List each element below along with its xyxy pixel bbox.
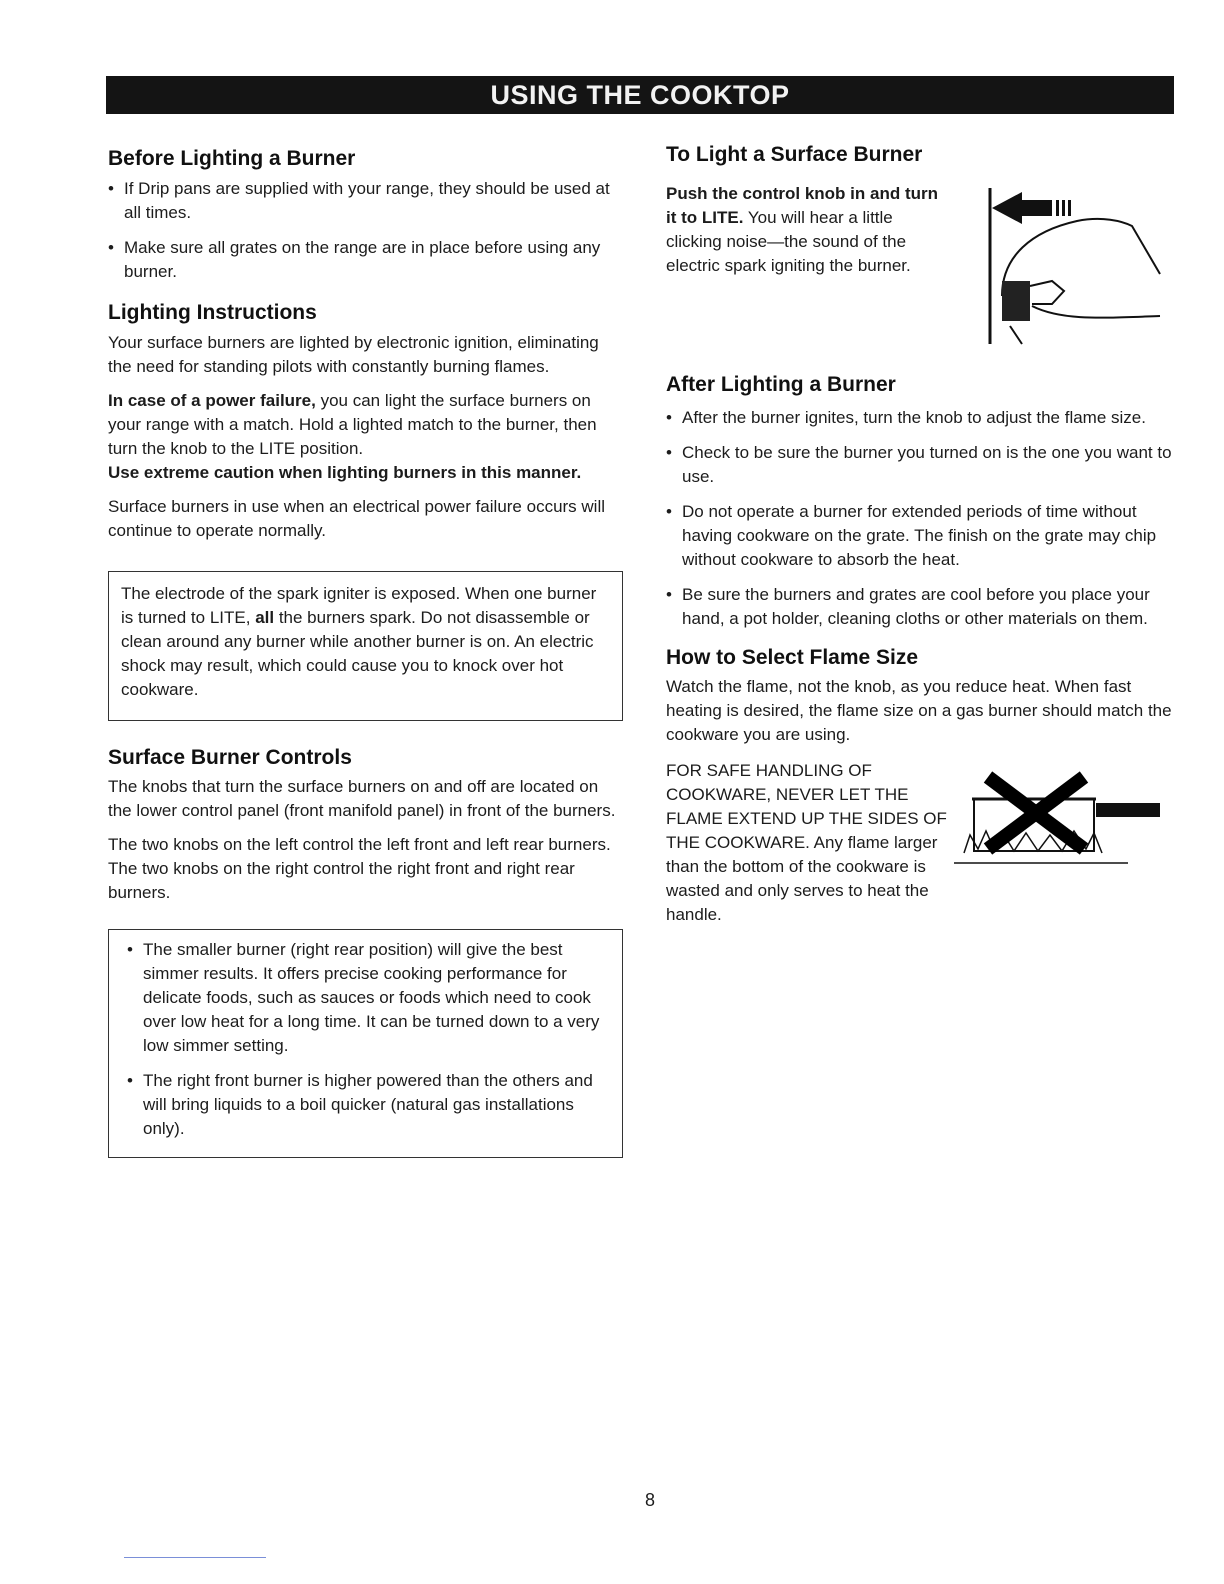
flame-size-section [666, 759, 1176, 927]
normal-operation-text: Surface burners in use when an electrical power failure occurs will continue to operate normally. [108, 497, 606, 540]
to-light-lead: Push the control knob in and turn it to LITE. [666, 184, 938, 227]
oversized-flame-illustration [954, 763, 1166, 873]
flame-size-body: Any flame larger than the bottom of the cookware is wasted and only serves to heat the handle. [666, 833, 938, 924]
lighting-intro: Your surface burners are lighted by electronic ignition, eliminating the need for standing pilots with constantly burning flames. [108, 333, 599, 376]
to-light-text [666, 182, 951, 278]
to-light-body: You will hear a little clicking noise—the sound of the electric spark igniting the burner. [666, 208, 911, 275]
note-list [121, 938, 612, 1141]
surface-controls-p2: The two knobs on the left control the left front and left rear burners. The two knobs on the right control the right front and right rear burners. [108, 835, 611, 902]
flame-size-caps: FOR SAFE HANDLING OF COOKWARE, NEVER LET THE FLAME EXTEND UP THE SIDES OF THE COOKWARE. [666, 761, 947, 852]
list-item: • The smaller burner (right rear position) will give the best simmer results. It offers precise cooking performance for delicate foods, such as sauces or foods which need to cook over low heat for a long time. It can be turned down to a very low simmer setting. [127, 938, 612, 1058]
knob-push-turn-illustration [982, 186, 1162, 346]
right-column [666, 142, 1176, 927]
list-item: • Be sure the burners and grates are cool before you place your hand, a pot holder, cleaning cloths or other materials on them. [666, 583, 1176, 631]
lighting-instructions-heading: Lighting Instructions [108, 301, 317, 324]
warning-text-bold: all [255, 608, 275, 627]
before-lighting-list [108, 177, 623, 284]
power-failure-lead: In case of a power failure, [108, 391, 316, 410]
after-lighting-list [666, 406, 1176, 631]
before-lighting-heading: Before Lighting a Burner [108, 147, 356, 170]
section-banner [106, 76, 1174, 114]
flame-size-heading: How to Select Flame Size [666, 646, 919, 669]
list-item: • After the burner ignites, turn the knob to adjust the flame size. [666, 406, 1176, 430]
power-failure-caution: Use extreme caution when lighting burners in this manner. [108, 463, 582, 482]
after-lighting-heading: After Lighting a Burner [666, 373, 896, 396]
note-box [108, 929, 623, 1158]
section-title: USING THE COOKTOP [490, 80, 790, 110]
to-light-section [666, 182, 1176, 350]
list-item: • The right front burner is higher powered than the others and will bring liquids to a boil quicker (natural gas installations only). [127, 1069, 612, 1141]
power-failure-paragraph [108, 389, 623, 461]
warning-text-b: the burners spark. Do not disassemble or clean around any burner while another burner is on. An electric shock may result, which could cause you to knock over hot cookware. [121, 608, 594, 699]
warning-box [108, 571, 623, 721]
page-number: 8 [644, 1490, 655, 1510]
surface-controls-p1: The knobs that turn the surface burners on and off are located on the lower control panel (front manifold panel) in front of the burners. [108, 777, 616, 820]
bottom-rule [124, 1557, 266, 1558]
list-item: • Do not operate a burner for extended periods of time without having cookware on the grate. The finish on the grate may chip without cookware to absorb the heat. [666, 500, 1176, 572]
list-item: • If Drip pans are supplied with your range, they should be used at all times. [108, 177, 623, 225]
to-light-heading: To Light a Surface Burner [666, 143, 923, 166]
list-item: • Make sure all grates on the range are in place before using any burner. [108, 236, 623, 284]
flame-size-text [666, 759, 951, 927]
flame-size-intro: Watch the flame, not the knob, as you reduce heat. When fast heating is desired, the flame size on a gas burner should match the cookware you are using. [666, 677, 1172, 744]
power-failure-text: you can light the surface burners on your range with a match. Hold a lighted match to the burner, then turn the knob to the LITE position. [108, 391, 597, 458]
warning-text-a: The electrode of the spark igniter is exposed. When one burner is turned to LITE, [121, 584, 597, 627]
surface-controls-heading: Surface Burner Controls [108, 746, 352, 769]
list-item: • Check to be sure the burner you turned on is the one you want to use. [666, 441, 1176, 489]
left-column [108, 146, 623, 1158]
warning-text [121, 582, 612, 702]
